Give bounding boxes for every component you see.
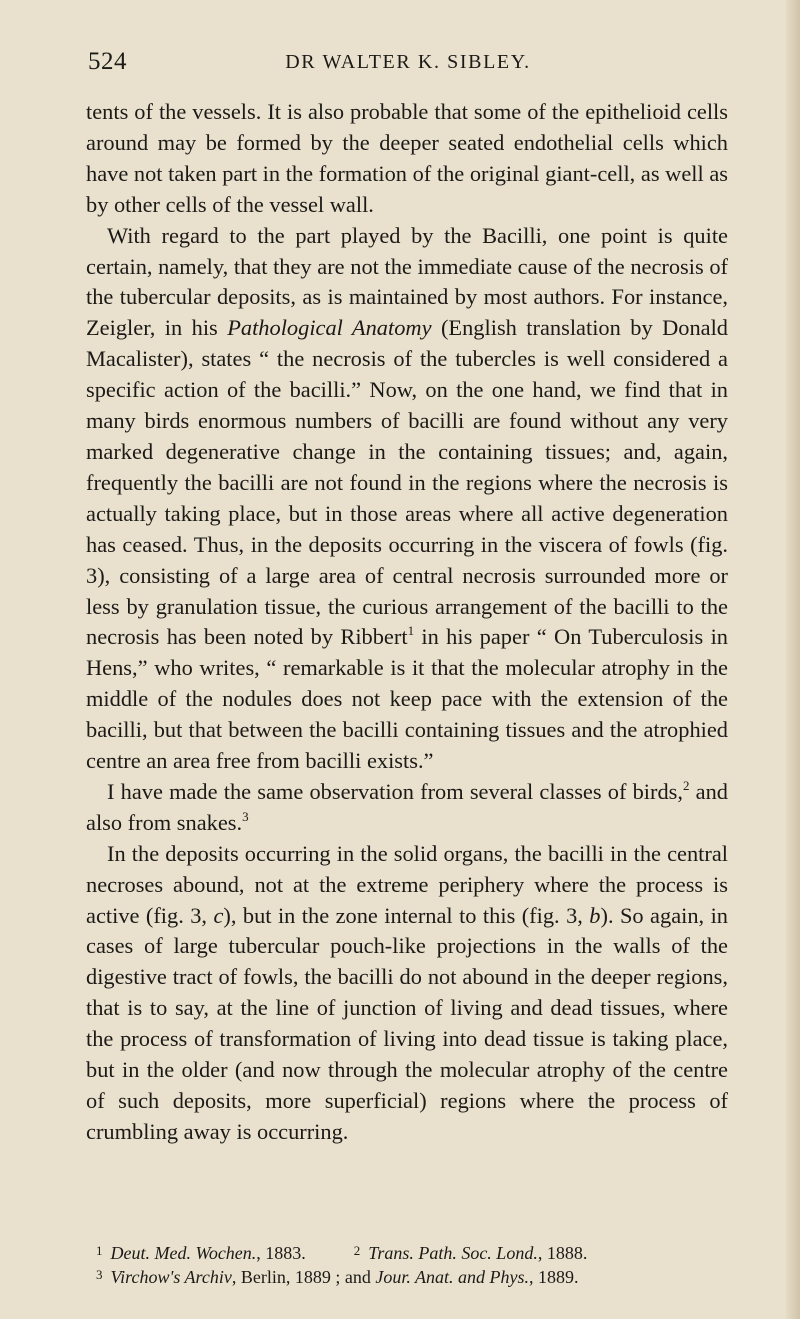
paragraph: With regard to the part played by the Bacilli, one point is quite certain, namely, that they are not the immediate cause of the necrosis of the tubercular deposits, as is maintained by most authors. For instance, Zeigler, in his Pathological Anatomy (English translation by Donald Macalister), states “ the necrosis of the tubercles is well considered a specific action of the bacilli.” Now, on the one hand, we find that in many birds enormous numbers of bacilli are found without any very marked degenerative change in the containing tissues; and, again, frequently the bacilli are not found in the regions where the necrosis is actually taking place, but in those areas where all active degeneration has ceased. Thus, in the deposits occurring in the viscera of fowls (fig. 3), consisting of a large area of central necrosis surrounded more or less by granulation tissue, the curious arrangement of the bacilli to the necrosis has been noted by Ribbert$^1$ in his paper “ On Tuberculosis in Hens,” who writes, “ remarkable is it that the molecular atrophy in the middle of the nodules does not keep pace with the extension of the bacilli, but that between the bacilli containing tissues and the atrophied centre an area free from bacilli exists.” [86,222,728,774]
figure-label: c [213,902,224,928]
footnote-number: 1 [96,1243,103,1258]
footnote-ref: 3 [242,808,249,824]
page-edge-shadow [786,0,800,1319]
page-number: 524 [88,48,127,75]
running-head: DR WALTER K. SIBLEY. [285,51,531,73]
footnotes [96,1240,746,1288]
footnote-number: 3 [96,1267,103,1282]
paragraph: tents of the vessels. It is also probable that some of the epithelioid cells around may be formed by the deeper seated endothelial cells which have not taken part in the formation of the original giant-cell, as well as by other cells of the vessel wall. [86,99,728,217]
footnote-row: $^1$ Deut. Med. Wochen., 1883. $^2$ Trans. Path. Soc. Lond., 1888. [96,1243,588,1263]
figure-label: b [589,902,601,928]
book-title: Pathological Anatomy [227,315,432,341]
footnote-source: Trans. Path. Soc. Lond. [368,1243,538,1263]
footnote-source: Deut. Med. Wochen. [110,1243,257,1263]
footnote-ref: 2 [682,777,690,793]
paragraph: In the deposits occurring in the solid organs, the bacilli in the central necroses abound, not at the extreme periphery where the process is active (fig. 3, c), but in the zone internal to this (fig. 3, b). So again, in cases of large tubercular pouch-like projections in the walls of the digestive tract of fowls, the bacilli do not abound in the deeper regions, that is to say, at the line of junction of living and dead tissues, where the process of transformation of living into dead tissue is taking place, but in the older (and now through the molecular atrophy of the centre of such deposits, more superficial) regions where the process of crumbling away is occurring. [86,840,728,1144]
paragraph: I have made the same observation from several classes of birds,$^2$ and also from snakes.$^3$ [86,777,728,835]
footnote-row: $^3$ Virchow's Archiv, Berlin, 1889 ; and Jour. Anat. and Phys., 1889. [96,1267,579,1287]
footnote-ref: 1 [407,623,415,639]
body-text [86,97,728,1148]
footnote-source: Jour. Anat. and Phys. [375,1267,529,1287]
footnote-source: Virchow's Archiv [110,1267,232,1287]
page-header [88,48,728,78]
footnote-number: 2 [353,1243,361,1258]
